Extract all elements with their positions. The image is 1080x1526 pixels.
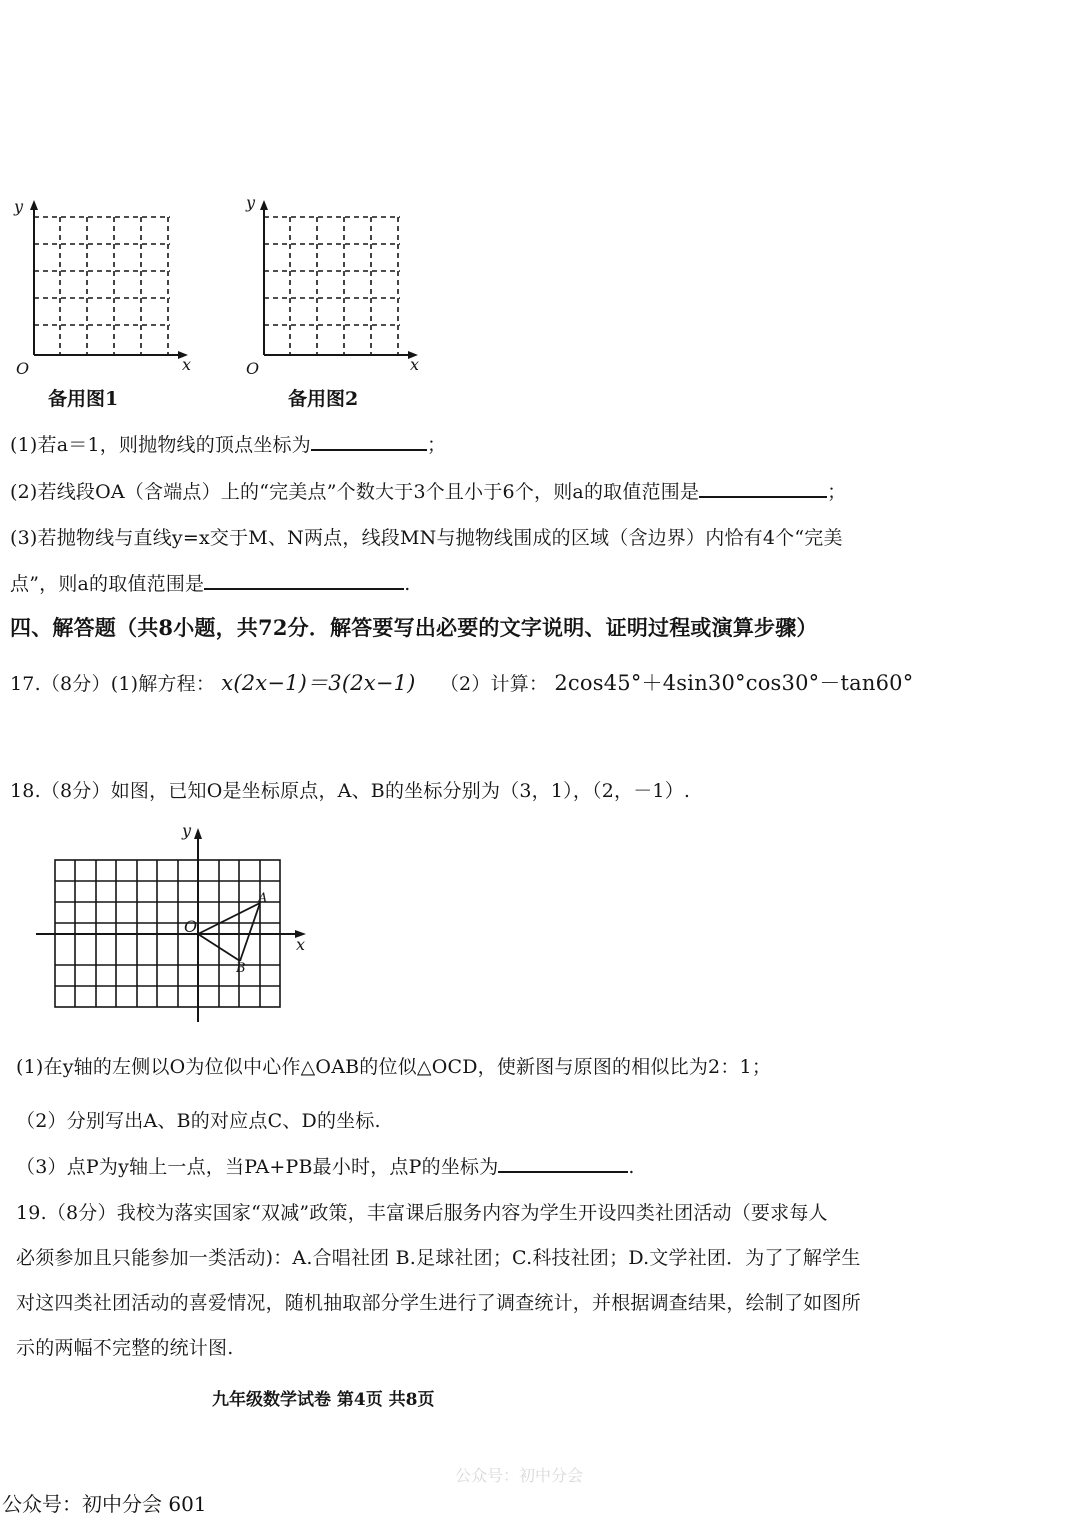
q19-line4: 示的两幅不完整的统计图. bbox=[16, 1337, 234, 1359]
q18-part2: （2）分别写出A、B的对应点C、D的坐标. bbox=[16, 1110, 381, 1132]
q19-line1: 19.（8分）我校为落实国家“双减”政策，丰富课后服务内容为学生开设四类社团活动（要求每人 bbox=[16, 1202, 828, 1224]
backup1-origin-label: O bbox=[16, 359, 30, 378]
backup2-caption: 备用图2 bbox=[288, 388, 359, 410]
answer-blank bbox=[699, 478, 827, 498]
q18-part3: （3）点P为y轴上一点，当PA+PB最小时，点P的坐标为 . bbox=[16, 1152, 635, 1179]
backup-grid-1 bbox=[10, 190, 210, 380]
backup2-x-label: x bbox=[410, 355, 420, 374]
q18-x-label: x bbox=[296, 935, 306, 954]
q16-part1: (1)若a＝1，则抛物线的顶点坐标为 ； bbox=[10, 430, 446, 457]
section4-heading: 四、解答题（共8小题，共72分．解答要写出必要的文字说明、证明过程或演算步骤） bbox=[10, 615, 818, 640]
q16-part3-line1: (3)若抛物线与直线y=x交于M、N两点，线段MN与抛物线围成的区域（含边界）内恰有4个“完美 bbox=[10, 527, 843, 549]
backup2-origin-label: O bbox=[246, 359, 260, 378]
q19-line2: 必须参加且只能参加一类活动)：A.合唱社团 B.足球社团；C.科技社团；D.文学社团．为了了解学生 bbox=[16, 1247, 861, 1269]
q18-point-b: B bbox=[236, 961, 246, 976]
q18-part1: (1)在y轴的左侧以O为位似中心作△OAB的位似△OCD，使新图与原图的相似比为2：1； bbox=[16, 1056, 772, 1078]
answer-blank bbox=[311, 431, 427, 451]
q17: 17.（8分）(1)解方程： x(2x−1)＝3(2x−1) （2）计算： 2cos45°＋4sin30°cos30°－tan60° bbox=[10, 671, 914, 695]
q18-stem: 18.（8分）如图，已知O是坐标原点，A、B的坐标分别为（3，1），（2，－1）. bbox=[10, 780, 691, 802]
q18-origin-label: O bbox=[184, 917, 198, 936]
backup2-y-label: y bbox=[246, 193, 256, 212]
q18-coordinate-grid bbox=[30, 822, 320, 1027]
q17-expression: 2cos45°＋4sin30°cos30°－tan60° bbox=[554, 671, 914, 695]
q19-line3: 对这四类社团活动的喜爱情况，随机抽取部分学生进行了调查统计，并根据调查结果，绘制了如图所 bbox=[16, 1292, 861, 1314]
backup1-caption: 备用图1 bbox=[48, 388, 119, 410]
q18-point-a: A bbox=[258, 891, 268, 906]
backup1-x-label: x bbox=[182, 355, 192, 374]
backup1-y-label: y bbox=[14, 197, 24, 216]
q16-part3-line2: 点”，则a的取值范围是 . bbox=[10, 569, 411, 596]
backup-grid-2 bbox=[240, 190, 440, 380]
watermark-left: 公众号：初中分会 601 bbox=[2, 1492, 207, 1516]
watermark-center: 公众号：初中分会 bbox=[455, 1466, 584, 1485]
q18-y-label: y bbox=[182, 821, 192, 840]
answer-blank bbox=[498, 1153, 628, 1173]
q17-equation: x(2x−1)＝3(2x−1) bbox=[221, 671, 416, 695]
q16-part2: (2)若线段OA（含端点）上的“完美点”个数大于3个且小于6个，则a的取值范围是 ； bbox=[10, 477, 846, 504]
page-footer: 九年级数学试卷 第4页 共8页 bbox=[212, 1390, 435, 1410]
answer-blank bbox=[204, 570, 404, 590]
